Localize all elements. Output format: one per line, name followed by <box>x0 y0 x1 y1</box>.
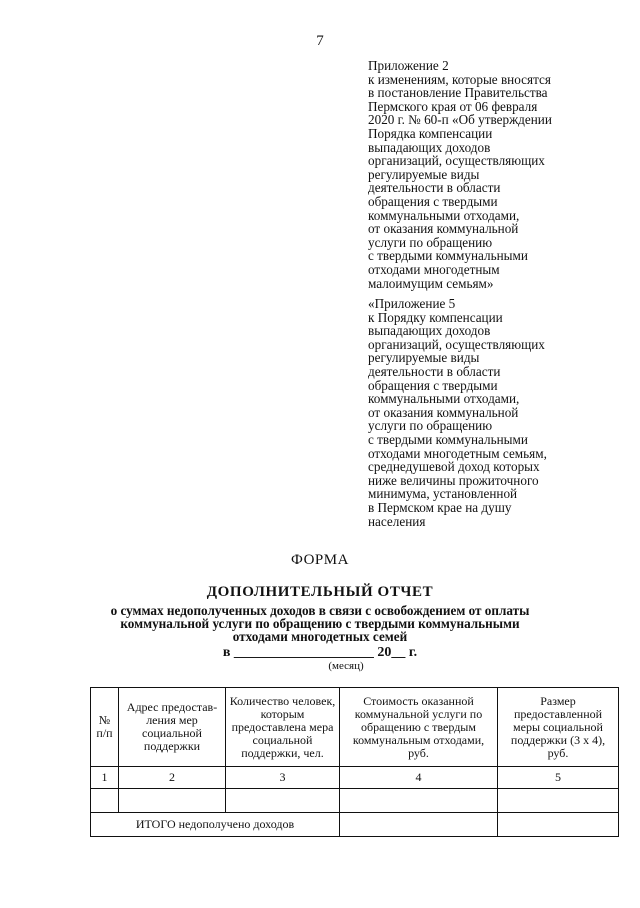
appendix-2-line: услуги по обращению <box>368 234 493 250</box>
total-cost-cell <box>340 813 498 837</box>
page-number: 7 <box>316 33 324 49</box>
report-subtitle-line: о суммах недополученных доходов в связи с освобождением от оплаты <box>110 603 530 618</box>
appendix-2-line: коммунальными отходами, <box>368 207 520 223</box>
appendix-2-line: организаций, осуществляющих <box>368 153 545 169</box>
appendix-5-line: коммунальными отходами, <box>368 391 520 407</box>
column-number: 2 <box>119 767 226 789</box>
appendix-5-line: регулируемые виды <box>368 350 480 366</box>
header-service-cost: Стоимость оказанной коммунальной услуги по обращению с твердым коммунальным отходами, руб. <box>340 688 498 767</box>
appendix-2-block <box>368 59 608 290</box>
table-cell <box>226 789 340 813</box>
table-cell <box>340 789 498 813</box>
appendix-5-line: от оказания коммунальной <box>368 404 519 420</box>
appendix-2-line: Порядка компенсации <box>368 125 493 141</box>
appendix-5-line: к Порядку компенсации <box>368 309 503 325</box>
table-row <box>91 789 619 813</box>
report-period-line: в ____________________ 20__ г. <box>222 645 418 660</box>
table-column-numbers-row <box>91 767 619 789</box>
appendix-5-block <box>368 297 608 528</box>
header-people-count: Количество человек, которым предоставлена мера социальной поддержки, чел. <box>226 688 340 767</box>
appendix-2-line: в постановление Правительства <box>368 85 548 101</box>
column-number: 5 <box>498 767 619 789</box>
table-header-row <box>91 688 619 767</box>
table-cell <box>91 789 119 813</box>
appendix-2-line: выпадающих доходов <box>368 139 491 155</box>
appendix-5-line: ниже величины прожиточного <box>368 472 539 488</box>
column-number: 4 <box>340 767 498 789</box>
appendix-2-line: к изменениям, которые вносятся <box>368 71 551 87</box>
appendix-5-line: выпадающих доходов <box>368 323 491 339</box>
report-title: ДОПОЛНИТЕЛЬНЫЙ ОТЧЕТ <box>206 584 434 600</box>
total-label: ИТОГО недополучено доходов <box>91 813 340 837</box>
appendix-2-line: от оказания коммунальной <box>368 221 519 237</box>
appendix-2-line: Приложение 2 <box>368 58 449 73</box>
appendix-5-line: услуги по обращению <box>368 418 493 434</box>
appendix-5-line: среднедушевой доход которых <box>368 459 540 475</box>
header-address: Адрес предостав-ления мер социальной поддержки <box>119 688 226 767</box>
appendix-5-line: «Приложение 5 <box>368 296 456 311</box>
appendix-5-line: обращения с твердыми <box>368 377 498 393</box>
appendix-5-line: минимума, установленной <box>368 486 518 502</box>
appendix-5-line: отходами многодетным семьям, <box>368 445 547 461</box>
appendix-2-line: обращения с твердыми <box>368 193 498 209</box>
table-cell <box>498 789 619 813</box>
appendix-5-line: с твердыми коммунальными <box>368 431 528 447</box>
table-total-row <box>91 813 619 837</box>
appendix-5-line: деятельности в области <box>368 363 501 379</box>
appendix-5-line: организаций, осуществляющих <box>368 336 545 352</box>
report-table <box>90 687 619 837</box>
report-subtitle-line: коммунальной услуги по обращению с твердыми коммунальными <box>120 616 520 631</box>
appendix-2-line: регулируемые виды <box>368 166 480 182</box>
appendix-2-line: отходами многодетным <box>368 261 500 277</box>
report-subtitle <box>0 604 640 643</box>
month-caption: (месяц) <box>328 660 364 672</box>
appendix-2-line: деятельности в области <box>368 180 501 196</box>
total-support-cell <box>498 813 619 837</box>
appendix-2-line: Пермского края от 06 февраля <box>368 98 538 114</box>
header-support-amount: Размер предоставленной меры социальной поддержки (3 х 4), руб. <box>498 688 619 767</box>
appendix-2-line: с твердыми коммунальными <box>368 248 528 264</box>
column-number: 3 <box>226 767 340 789</box>
appendix-5-line: населения <box>368 513 426 529</box>
appendix-2-line: малоимущим семьям» <box>368 275 494 291</box>
table-cell <box>119 789 226 813</box>
report-subtitle-line: отходами многодетных семей <box>232 629 408 644</box>
column-number: 1 <box>91 767 119 789</box>
header-number: № п/п <box>91 688 119 767</box>
appendix-5-line: в Пермском крае на душу <box>368 499 512 515</box>
form-label: ФОРМА <box>291 552 349 568</box>
appendix-2-line: 2020 г. № 60-п «Об утверждении <box>368 112 552 128</box>
